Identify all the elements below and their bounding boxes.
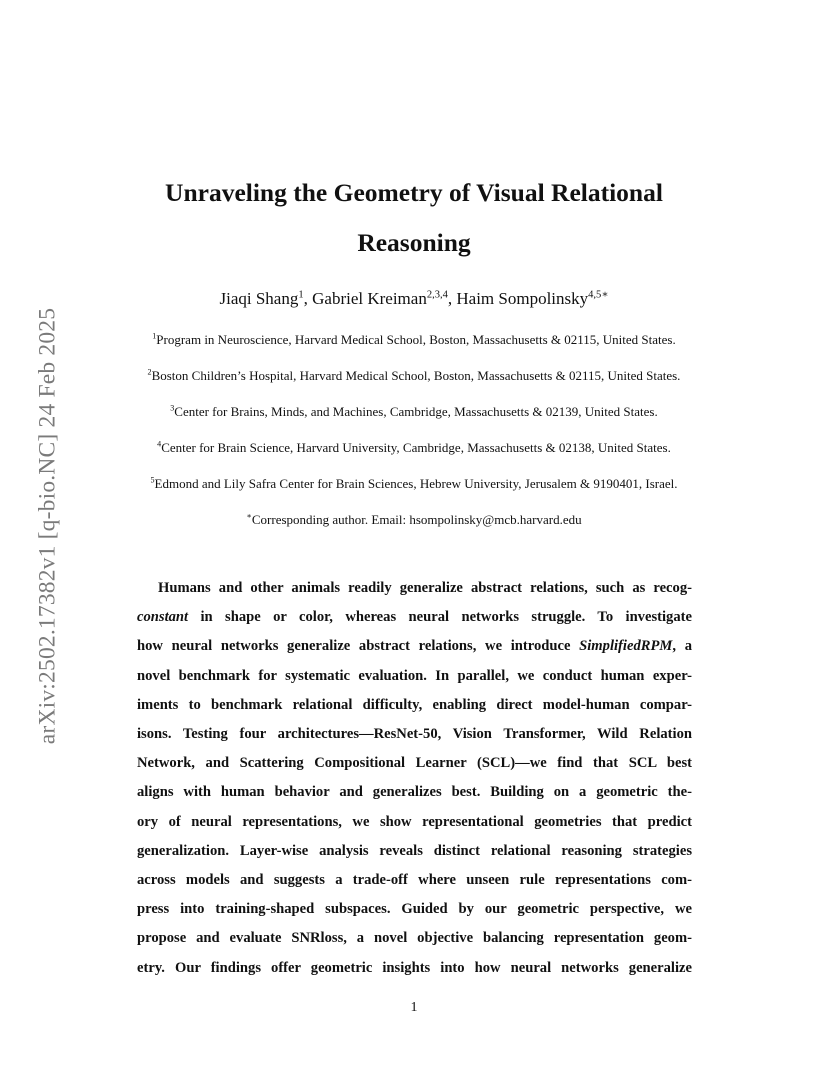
- affiliation: [0, 438, 828, 474]
- author-name: Gabriel Kreiman: [312, 289, 427, 308]
- author-separator: ,: [447, 289, 457, 308]
- abstract-line: across models and suggests a trade-off where unseen rule representations com-: [137, 872, 692, 889]
- affiliation: [0, 366, 828, 402]
- affiliation-marker: 1: [152, 331, 157, 341]
- affiliation: [0, 402, 828, 438]
- abstract: [137, 574, 692, 983]
- abstract-line: [137, 632, 692, 661]
- affiliation-marker: 5: [150, 475, 155, 485]
- abstract-line: iments to benchmark relational difficulty, enabling direct model-human compar-: [137, 696, 692, 713]
- author-name: Haim Sompolinsky: [456, 289, 589, 308]
- affiliation: [0, 474, 828, 510]
- abstract-emphasis: SimplifiedRPM: [579, 638, 673, 655]
- corresponding-marker: ∗: [246, 511, 252, 521]
- abstract-line: Humans and other animals readily generalize abstract relations, such as recog-: [158, 580, 692, 596]
- affiliation: [0, 330, 828, 366]
- author-affiliation-marker: 1: [298, 289, 304, 301]
- affiliation-text: Boston Children’s Hospital, Harvard Medical School, Boston, Massachusetts & 02115, United States.: [151, 368, 681, 383]
- author-separator: ,: [303, 289, 313, 308]
- affiliation-text: Program in Neuroscience, Harvard Medical School, Boston, Massachusetts & 02115, United States.: [156, 332, 676, 347]
- abstract-line: ory of neural representations, we show representational geometries that predict: [137, 813, 692, 830]
- paper-title: [0, 168, 828, 268]
- affiliation-marker: 2: [147, 367, 152, 377]
- affiliation-text: Edmond and Lily Safra Center for Brain Sciences, Hebrew University, Jerusalem & 9190401, Israel.: [154, 476, 678, 491]
- abstract-line: [137, 603, 692, 632]
- author-name: Jiaqi Shang: [219, 289, 299, 308]
- corresponding-text: Corresponding author. Email: hsompolinsky@mcb.harvard.edu: [251, 512, 582, 527]
- abstract-emphasis: constant: [137, 609, 189, 626]
- affiliation-marker: 3: [170, 403, 175, 413]
- title-line-1: Unraveling the Geometry of Visual Relational: [165, 178, 663, 207]
- abstract-line: propose and evaluate SNRloss, a novel objective balancing representation geom-: [137, 930, 692, 947]
- abstract-line: generalization. Layer-wise analysis reveals distinct relational reasoning strategies: [137, 842, 692, 859]
- abstract-line: etry. Our findings offer geometric insights into how neural networks generalize: [137, 959, 692, 976]
- author-list: [0, 289, 828, 309]
- abstract-line: aligns with human behavior and generalizes best. Building on a geometric the-: [137, 784, 692, 801]
- abstract-text: how neural networks generalize abstract relations, we introduce: [137, 638, 580, 655]
- affiliation-text: Center for Brain Science, Harvard University, Cambridge, Massachusetts & 02138, United States.: [161, 440, 671, 455]
- abstract-line: press into training-shaped subspaces. Guided by our geometric perspective, we: [137, 901, 692, 918]
- abstract-line: Network, and Scattering Compositional Learner (SCL)—we find that SCL best: [137, 755, 692, 772]
- affiliation-list: [0, 330, 828, 546]
- corresponding-author-note: [0, 510, 828, 546]
- page-number: 1: [410, 1000, 418, 1015]
- affiliation-marker: 4: [157, 439, 162, 449]
- title-line-2: Reasoning: [357, 228, 471, 257]
- author-affiliation-marker: 4,5∗: [588, 289, 609, 301]
- abstract-text: in shape or color, whereas neural networks struggle. To investigate: [188, 609, 692, 626]
- abstract-line: isons. Testing four architectures—ResNet-50, Vision Transformer, Wild Relation: [137, 726, 692, 743]
- abstract-text: , a: [672, 638, 692, 655]
- abstract-line: novel benchmark for systematic evaluation. In parallel, we conduct human exper-: [137, 667, 692, 684]
- author-affiliation-marker: 2,3,4: [426, 289, 448, 301]
- arxiv-stamp: arXiv:2502.17382v1 [q-bio.NC] 24 Feb 2025: [34, 307, 61, 745]
- affiliation-text: Center for Brains, Minds, and Machines, Cambridge, Massachusetts & 02139, United States.: [174, 404, 658, 419]
